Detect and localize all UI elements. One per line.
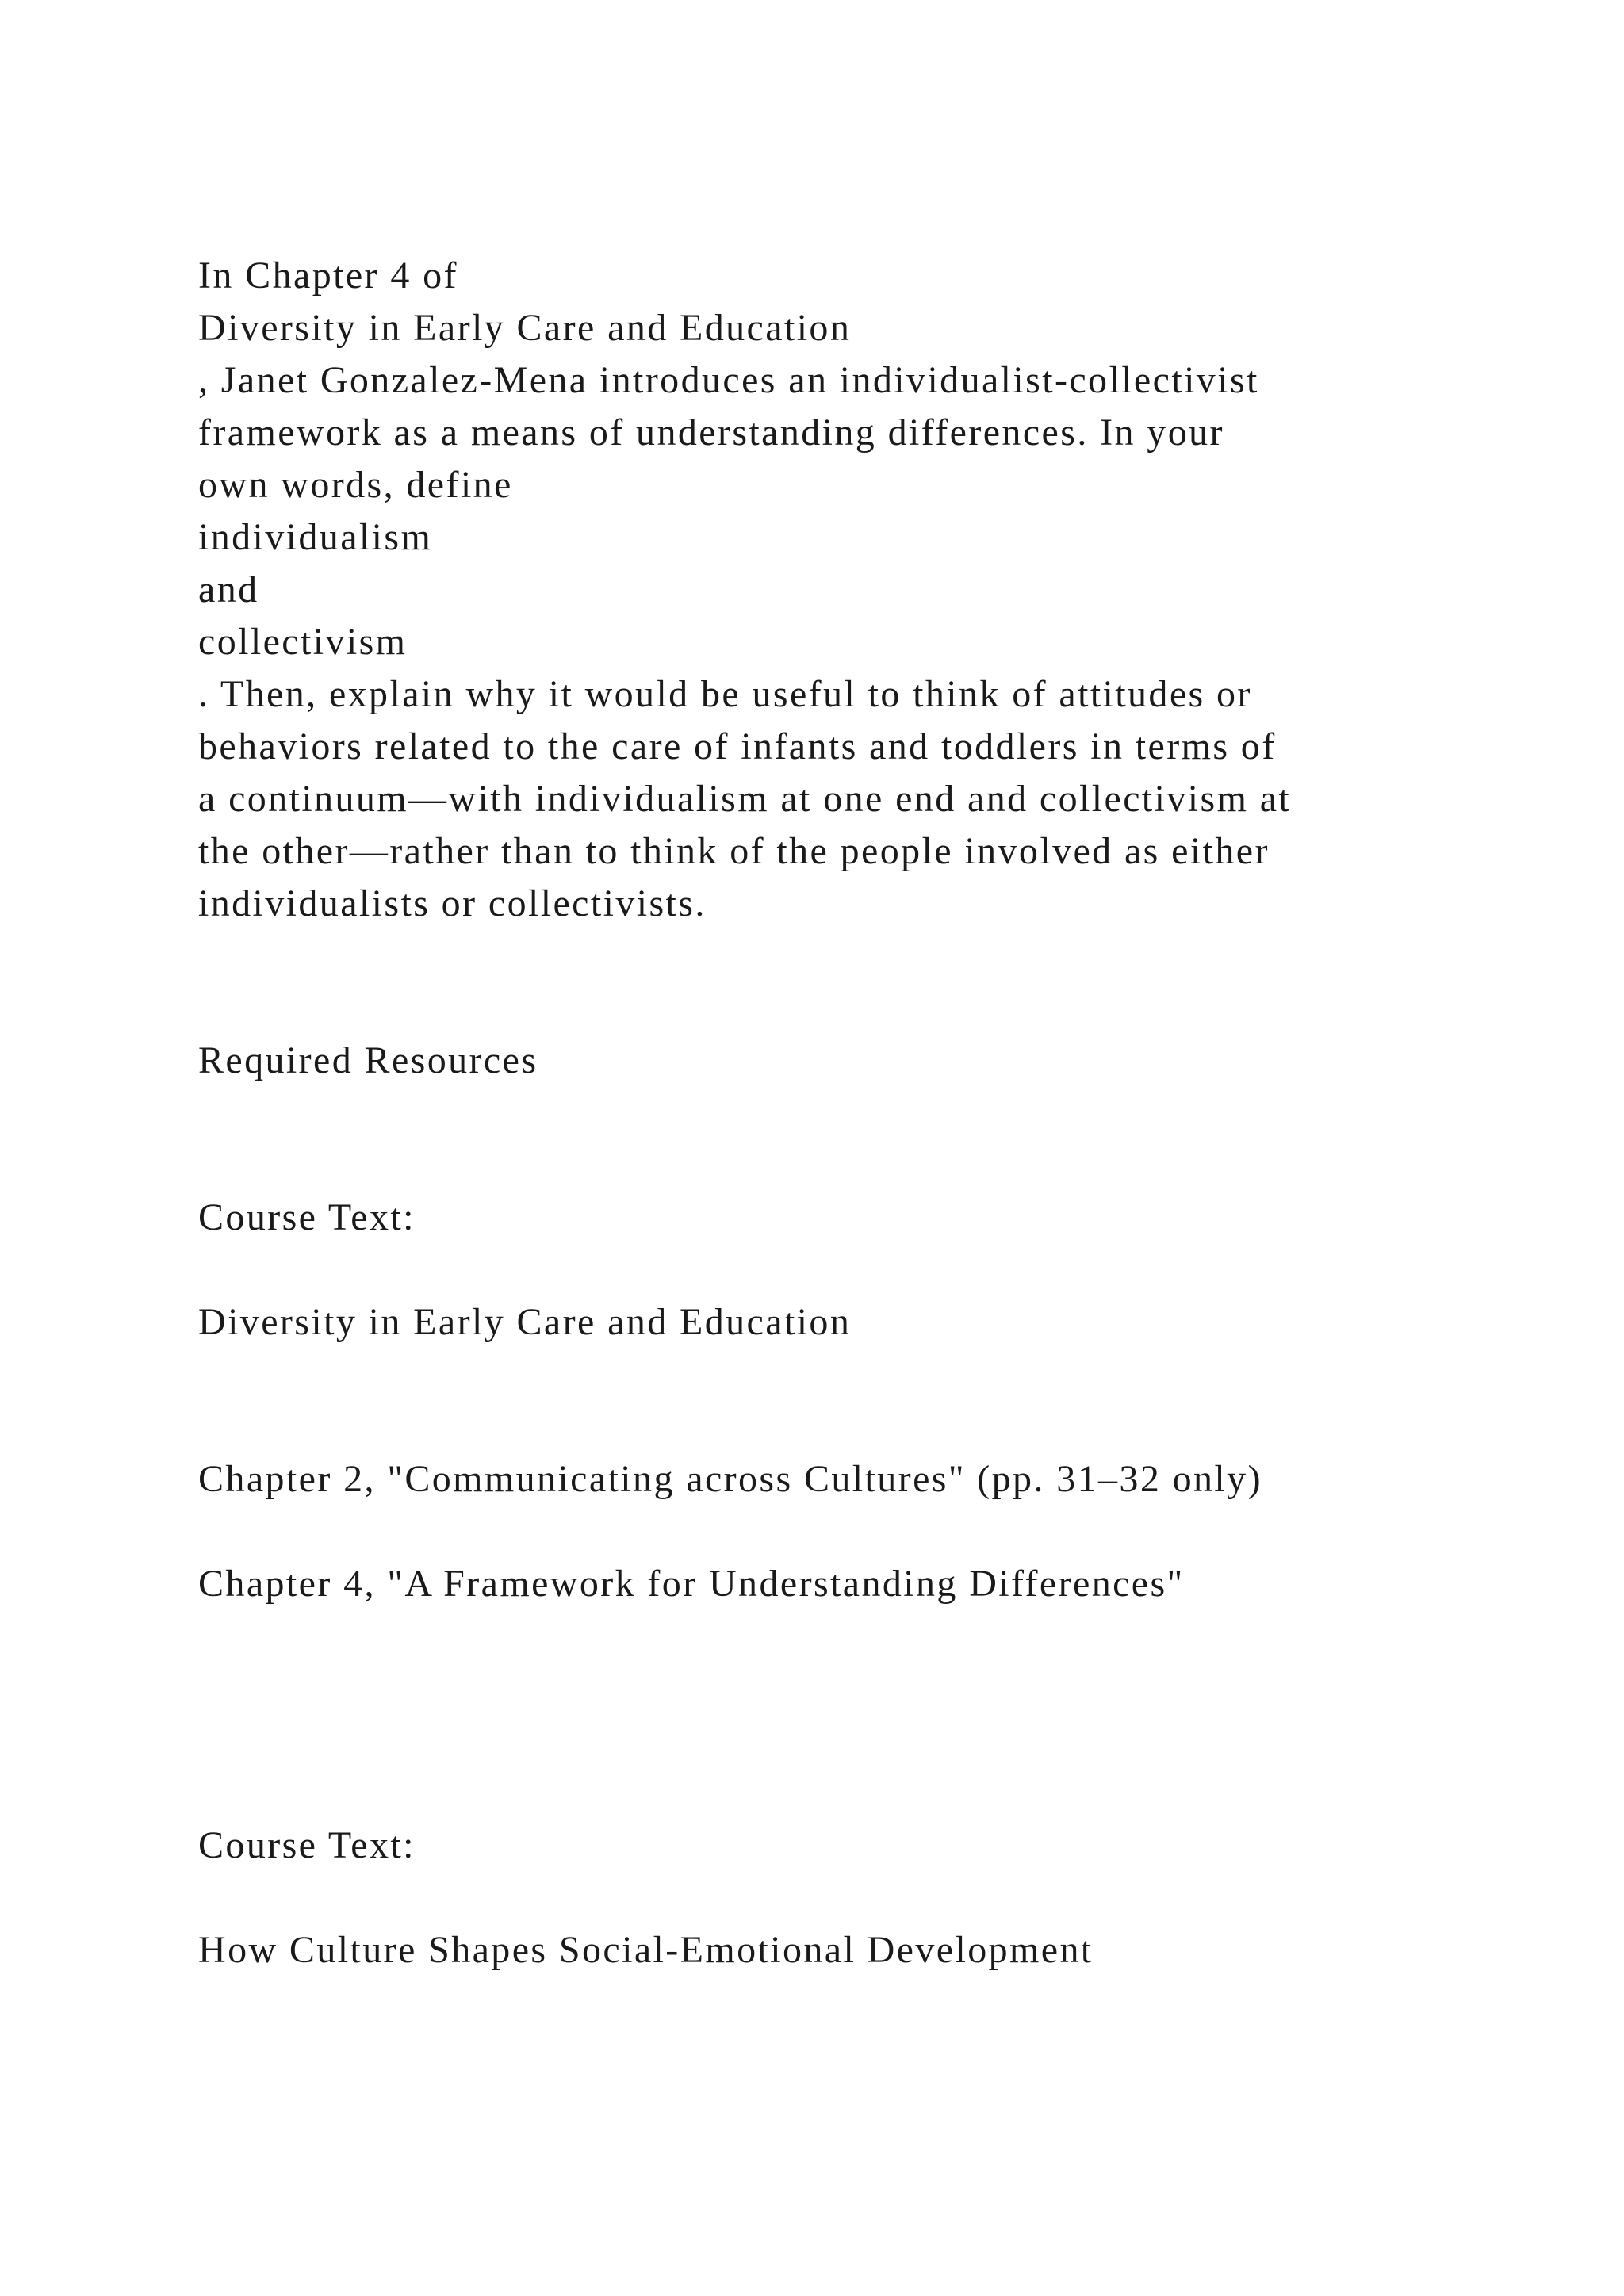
prompt-line: behaviors related to the care of infants and toddlers in terms of bbox=[198, 725, 1277, 767]
course-text-title: How Culture Shapes Social-Emotional Development bbox=[198, 1929, 1094, 1971]
prompt-line: In Chapter 4 of bbox=[198, 254, 458, 297]
prompt-line: individualists or collectivists. bbox=[198, 882, 707, 924]
required-resources-heading: Required Resources bbox=[198, 1039, 538, 1081]
prompt-line: , Janet Gonzalez-Mena introduces an individualist-collectivist bbox=[198, 359, 1259, 401]
course-text-title: Diversity in Early Care and Education bbox=[198, 1301, 852, 1343]
prompt-line: Diversity in Early Care and Education bbox=[198, 307, 852, 349]
prompt-line: framework as a means of understanding differences. In your bbox=[198, 411, 1224, 453]
chapter-reference: Chapter 2, "Communicating across Cultures" (pp. 31–32 only) bbox=[198, 1458, 1262, 1500]
course-text-label: Course Text: bbox=[198, 1824, 416, 1866]
prompt-line: own words, define bbox=[198, 464, 513, 506]
prompt-line: the other—rather than to think of the people involved as either bbox=[198, 830, 1270, 872]
prompt-term-collectivism: collectivism bbox=[198, 621, 408, 663]
chapter-reference: Chapter 4, "A Framework for Understanding Differences" bbox=[198, 1563, 1185, 1605]
prompt-line: and bbox=[198, 568, 259, 610]
prompt-term-individualism: individualism bbox=[198, 516, 433, 558]
prompt-line: . Then, explain why it would be useful to think of attitudes or bbox=[198, 673, 1252, 715]
prompt-line: a continuum—with individualism at one end and collectivism at bbox=[198, 778, 1292, 820]
course-text-label: Course Text: bbox=[198, 1196, 416, 1238]
